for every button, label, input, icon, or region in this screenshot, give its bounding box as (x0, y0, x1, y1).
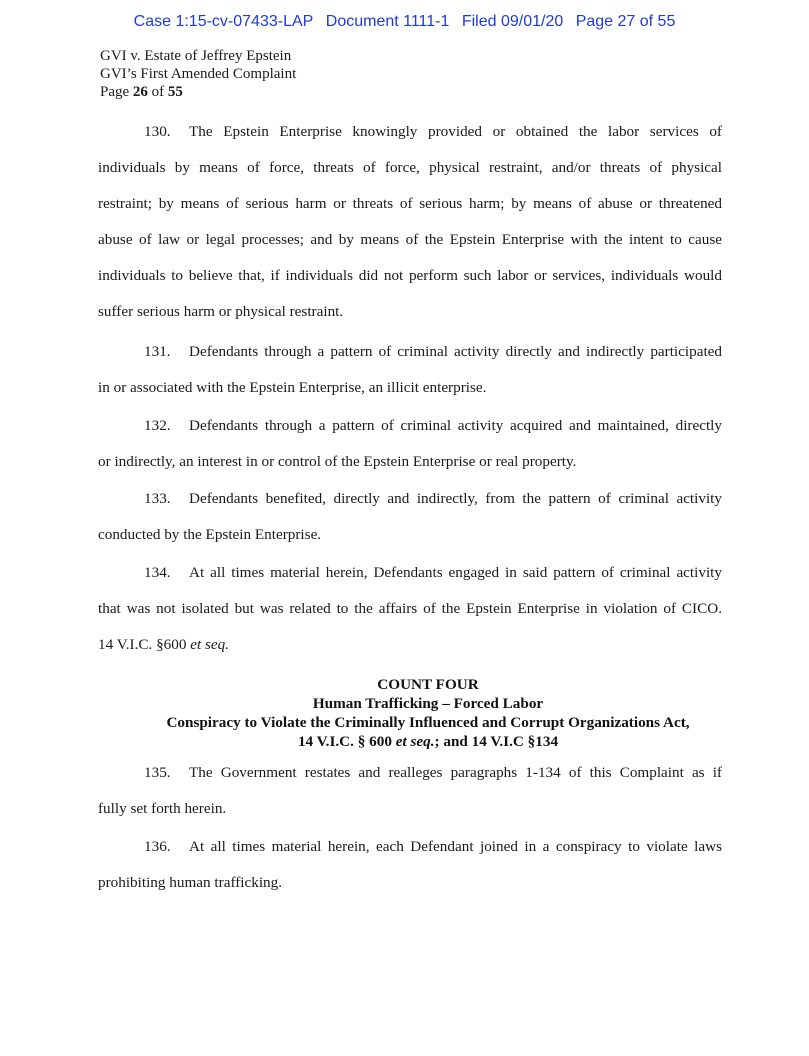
paragraph-line: suffer serious harm or physical restraint. (98, 303, 344, 320)
paragraph-line: 133. Defendants benefited, directly and indirectly, from the pattern of criminal activity (144, 490, 722, 507)
case-number: Case 1:15-cv-07433-LAP (133, 13, 314, 30)
paragraph-number: 136. (144, 838, 171, 855)
document-number: Document 1111-1 (325, 13, 450, 30)
paragraph-line: 135. The Government restates and realleges paragraphs 1-134 of this Complaint as if (144, 764, 722, 781)
paragraph-number: 133. (144, 490, 171, 507)
paragraph-line: in or associated with the Epstein Enterprise, an illicit enterprise. (98, 379, 487, 396)
paragraph-line: conducted by the Epstein Enterprise. (98, 526, 322, 543)
paragraph-line: 134. At all times material herein, Defendants engaged in said pattern of criminal activity (144, 564, 722, 581)
paragraph-number: 134. (144, 564, 171, 581)
paragraph-number: 135. (144, 764, 171, 781)
paragraph-line: individuals by means of force, threats of force, physical restraint, and/or threats of physical (98, 159, 722, 176)
paragraph-135 (98, 763, 722, 835)
paragraph-line: fully set forth herein. (98, 800, 227, 817)
count-subtitle: Human Trafficking – Forced Labor (312, 695, 544, 712)
paragraph-131 (98, 342, 722, 414)
page-count: Page 27 of 55 (575, 13, 676, 30)
paragraph-number: 130. (144, 123, 171, 140)
count-description: Conspiracy to Violate the Criminally Influenced and Corrupt Organizations Act, (166, 714, 690, 731)
paragraph-line: restraint; by means of serious harm or threats of serious harm; by means of abuse or threatened (98, 195, 722, 212)
count-title: COUNT FOUR (377, 676, 479, 693)
paragraph-number: 131. (144, 343, 171, 360)
paragraph-134 (98, 563, 722, 671)
paragraph-136 (98, 837, 722, 909)
paragraph-line: prohibiting human trafficking. (98, 874, 283, 891)
paragraph-line: or indirectly, an interest in or control of the Epstein Enterprise or real property. (98, 453, 577, 470)
paragraph-line: abuse of law or legal processes; and by means of the Epstein Enterprise with the intent to cause (98, 231, 722, 248)
paragraph-132 (98, 416, 722, 488)
count-four-heading (98, 675, 758, 751)
caption-case-title: GVI v. Estate of Jeffrey Epstein (100, 48, 292, 64)
paragraph-line: 136. At all times material herein, each Defendant joined in a conspiracy to violate laws (144, 838, 722, 855)
paragraph-line: that was not isolated but was related to the affairs of the Epstein Enterprise in violation of CICO. (98, 600, 722, 617)
paragraph-line: 131. Defendants through a pattern of criminal activity directly and indirectly participated (144, 343, 722, 360)
paragraph-line: individuals to believe that, if individuals did not perform such labor or services, individuals would (98, 267, 722, 284)
paragraph-number: 132. (144, 417, 171, 434)
count-statute-citation: 14 V.I.C. § 600 et seq.; and 14 V.I.C §134 (297, 733, 559, 750)
caption-document-title: GVI’s First Amended Complaint (100, 66, 297, 82)
document-caption (100, 47, 296, 101)
paragraph-line: 130. The Epstein Enterprise knowingly provided or obtained the labor services of (144, 123, 722, 140)
court-filing-header (0, 13, 809, 31)
filed-date: Filed 09/01/20 (461, 13, 564, 30)
paragraph-line: 132. Defendants through a pattern of criminal activity acquired and maintained, directly (144, 417, 722, 434)
paragraph-line: 14 V.I.C. §600 et seq. (98, 636, 230, 653)
caption-page-number: Page 26 of 55 (100, 84, 183, 100)
paragraph-130 (98, 122, 722, 338)
paragraph-133 (98, 489, 722, 561)
